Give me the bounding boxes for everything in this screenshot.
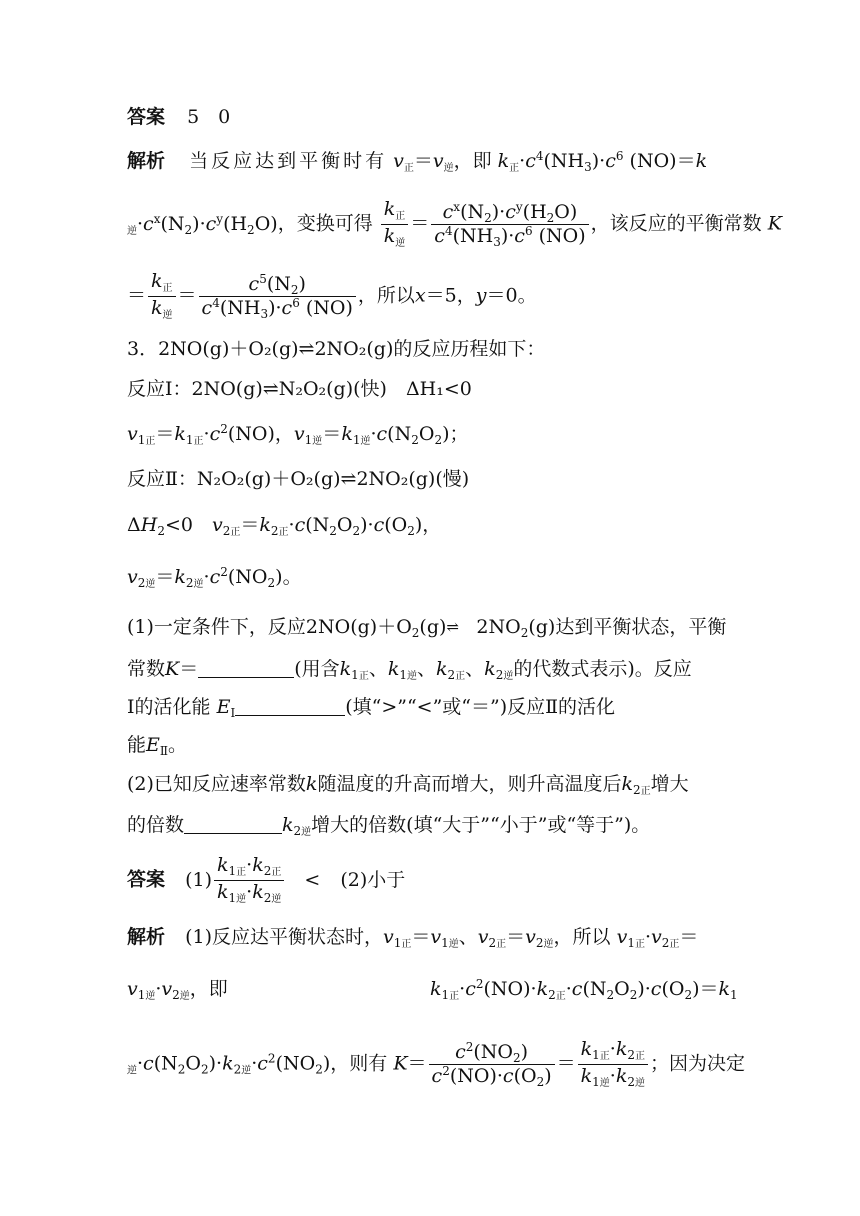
fraction-k-ratio: $\frac{k_正}{k_逆}$	[381, 200, 409, 249]
answer-blank-energy[interactable]	[235, 697, 345, 716]
answer-label-2: 答案	[127, 868, 166, 891]
question-1-line-2: 常数K＝ (用含$k_{1正}$、$k_{1逆}$、$k_{2正}$、$k_{2逆}$的代数式表示)。反应	[127, 658, 692, 682]
fraction-k-value: $\frac{c^5(N_2)}{c^4(NH_3)\cdot c^6 (NO)}$	[199, 275, 356, 318]
answer-part-2: <	[304, 868, 321, 891]
q1-text-f: Ⅰ的活化能	[127, 696, 211, 718]
answer-label: 答案	[127, 106, 166, 128]
question-1-line-3: Ⅰ的活化能 $E_Ⅰ$ (填“>”“<”或“＝”)反应Ⅱ的活化	[127, 696, 616, 720]
q1-text-d: (用含	[294, 658, 340, 680]
fraction-k-rates: $\frac{k_{1正}\cdot k_{2正}}{k_{1逆}\cdot k_{2逆}}$	[578, 1040, 648, 1089]
answer-part-3: (2)小于	[340, 868, 406, 891]
rate-reaction-2-forward: $\Delta H_2<0$ $v_{2正}=k_{2正}\cdot c(N_2O_2)\cdot c(O_2)$，	[127, 514, 442, 538]
question-2-line-1: (2)已知反应速率常数k随温度的升高而增大，则升高温度后$k_{2正}$增大	[127, 773, 689, 797]
q1-text-b: 达到平衡状态，平衡	[555, 616, 727, 638]
reaction-1: 反应Ⅰ：2NO(g)⇌N₂O₂(g)(快) ΔH₁<0	[127, 378, 472, 400]
q2-text-c: 增大	[650, 773, 689, 795]
question-2-line-2: 的倍数 $k_{2逆}$增大的倍数(填“大于”“小于”或“等于”)。	[127, 814, 651, 838]
rate-reaction-2-reverse: $v_{2逆}=k_{2逆}\cdot c^2(NO_2)$。	[127, 565, 302, 590]
answer-line-2	[127, 856, 405, 905]
answer-fraction: $\frac{k_{1正}\cdot k_{2正}}{k_{1逆}\cdot k_{2逆}}$	[214, 856, 284, 905]
q1-text-g: (填“>”“<”或“＝”)反应Ⅱ的活化	[345, 696, 616, 718]
q2-text-d: 的倍数	[127, 814, 185, 836]
answer-blank-compare[interactable]	[184, 815, 282, 834]
analysis2-line-2: $v_{1逆}\cdot v_{2逆}$，即	[127, 978, 228, 1002]
answer-value: 5 0	[187, 106, 231, 128]
q1-text-e: 的代数式表示)。反应	[513, 658, 692, 680]
analysis2-text-b: ，所以	[553, 926, 611, 948]
analysis2-line-3: $_逆\cdot c(N_2O_2)\cdot k_{2逆}\cdot c^2(NO_2)$，则有 K＝ $\frac{c^2(NO_2)}{c^2(NO)\cdot c(O_2)}$ ＝ $\frac{k_{1正}\cdot k_{2正}}{k_{1逆}\cdot k_{2逆}}$ ；因为决定	[127, 1038, 746, 1089]
analysis2-text-c: ，即	[189, 978, 228, 1000]
analysis2-line-2-right: $k_{1正}\cdot c^2(NO)\cdot k_{2正}\cdot c(N_2O_2)\cdot c(O_2)=k_1$	[430, 977, 738, 1002]
question-1-line-4: 能$E_Ⅱ$。	[127, 734, 188, 758]
formula-part: $_逆\cdot c^x(N_2)\cdot c^y(H_2O)$	[127, 211, 278, 237]
analysis-line-3: ＝ $\frac{k_正}{k_逆}$ ＝ $\frac{c^5(N_2)}{c^4(NH_3)\cdot c^6 (NO)}$ ，所以x＝5，y＝0。	[127, 270, 537, 321]
text-so: ，所以	[357, 284, 415, 307]
analysis2-text-e: ；因为决定	[650, 1052, 746, 1075]
q2-text-e: 增大的倍数(填“大于”“小于”或“等于”)。	[311, 814, 651, 836]
text-constant: ，该反应的平衡常数	[590, 212, 762, 235]
question-1-line-1: (1)一定条件下，反应$2NO(g)+O_2(g)\rightleftharpoons$ $2NO_2(g)$达到平衡状态，平衡	[127, 616, 727, 640]
analysis-label-2: 解析	[127, 926, 166, 948]
q1-text-a: (1)一定条件下，反应	[127, 616, 306, 638]
answer-blank-k[interactable]	[198, 659, 294, 678]
q1-text-c: 常数	[127, 658, 166, 680]
q2-text-b: 随温度的升高而增大，则升高温度后	[317, 773, 622, 795]
analysis2-text-a: (1)反应达平衡状态时，	[185, 926, 383, 948]
analysis-label: 解析	[127, 150, 166, 172]
analysis2-text-d: ，则有	[330, 1052, 388, 1075]
rate-reaction-1: $v_{1正}=k_{1正}\cdot c^2(NO)$，$v_{1逆}=k_{1逆}\cdot c(N_2O_2)$；	[127, 422, 469, 447]
q2-text-a: (2)已知反应速率常数	[127, 773, 306, 795]
reaction-2: 反应Ⅱ：N₂O₂(g)＋O₂(g)⇌2NO₂(g)(慢)	[127, 468, 470, 490]
analysis-line-2: $_逆\cdot c^x(N_2)\cdot c^y(H_2O)$，变换可得 $\frac{k_正}{k_逆}$ ＝ $\frac{c^x(N_2)\cdot c^y(H_2O)}{c^4(NH_3)\cdot c^6 (NO)}$ ，该反应的平衡常数 K	[127, 198, 782, 249]
answer-part-1: (1)	[185, 868, 212, 891]
answer-line-1	[127, 108, 230, 127]
q1-text-h: 能	[127, 734, 147, 756]
fraction-concentration: $\frac{c^x(N_2)\cdot c^y(H_2O)}{c^4(NH_3)\cdot c^6 (NO)}$	[431, 203, 588, 246]
analysis-text: 当反应达到平衡时有	[189, 150, 388, 172]
text-transform: ，变换可得	[277, 212, 373, 235]
fraction-k-no2: $\frac{c^2(NO_2)}{c^2(NO)\cdot c(O_2)}$	[429, 1043, 555, 1086]
analysis2-line-1: 解析 (1)反应达平衡状态时，$v_{1正}=v_{1逆}$、$v_{2正}=v_{2逆}$，所以 $v_{1正}\cdot v_{2正}=$	[127, 926, 699, 950]
analysis-line-1	[127, 149, 708, 174]
fraction-k-ratio-2: $\frac{k_正}{k_逆}$	[148, 272, 176, 321]
question-3-title: 3．2NO(g)＋O₂(g)⇌2NO₂(g)的反应历程如下：	[127, 338, 546, 360]
formula-equilibrium: $v_正=v_逆$，即 $k_正\cdot c^4(NH_3)\cdot c^6$ (NO)＝k	[393, 149, 708, 174]
